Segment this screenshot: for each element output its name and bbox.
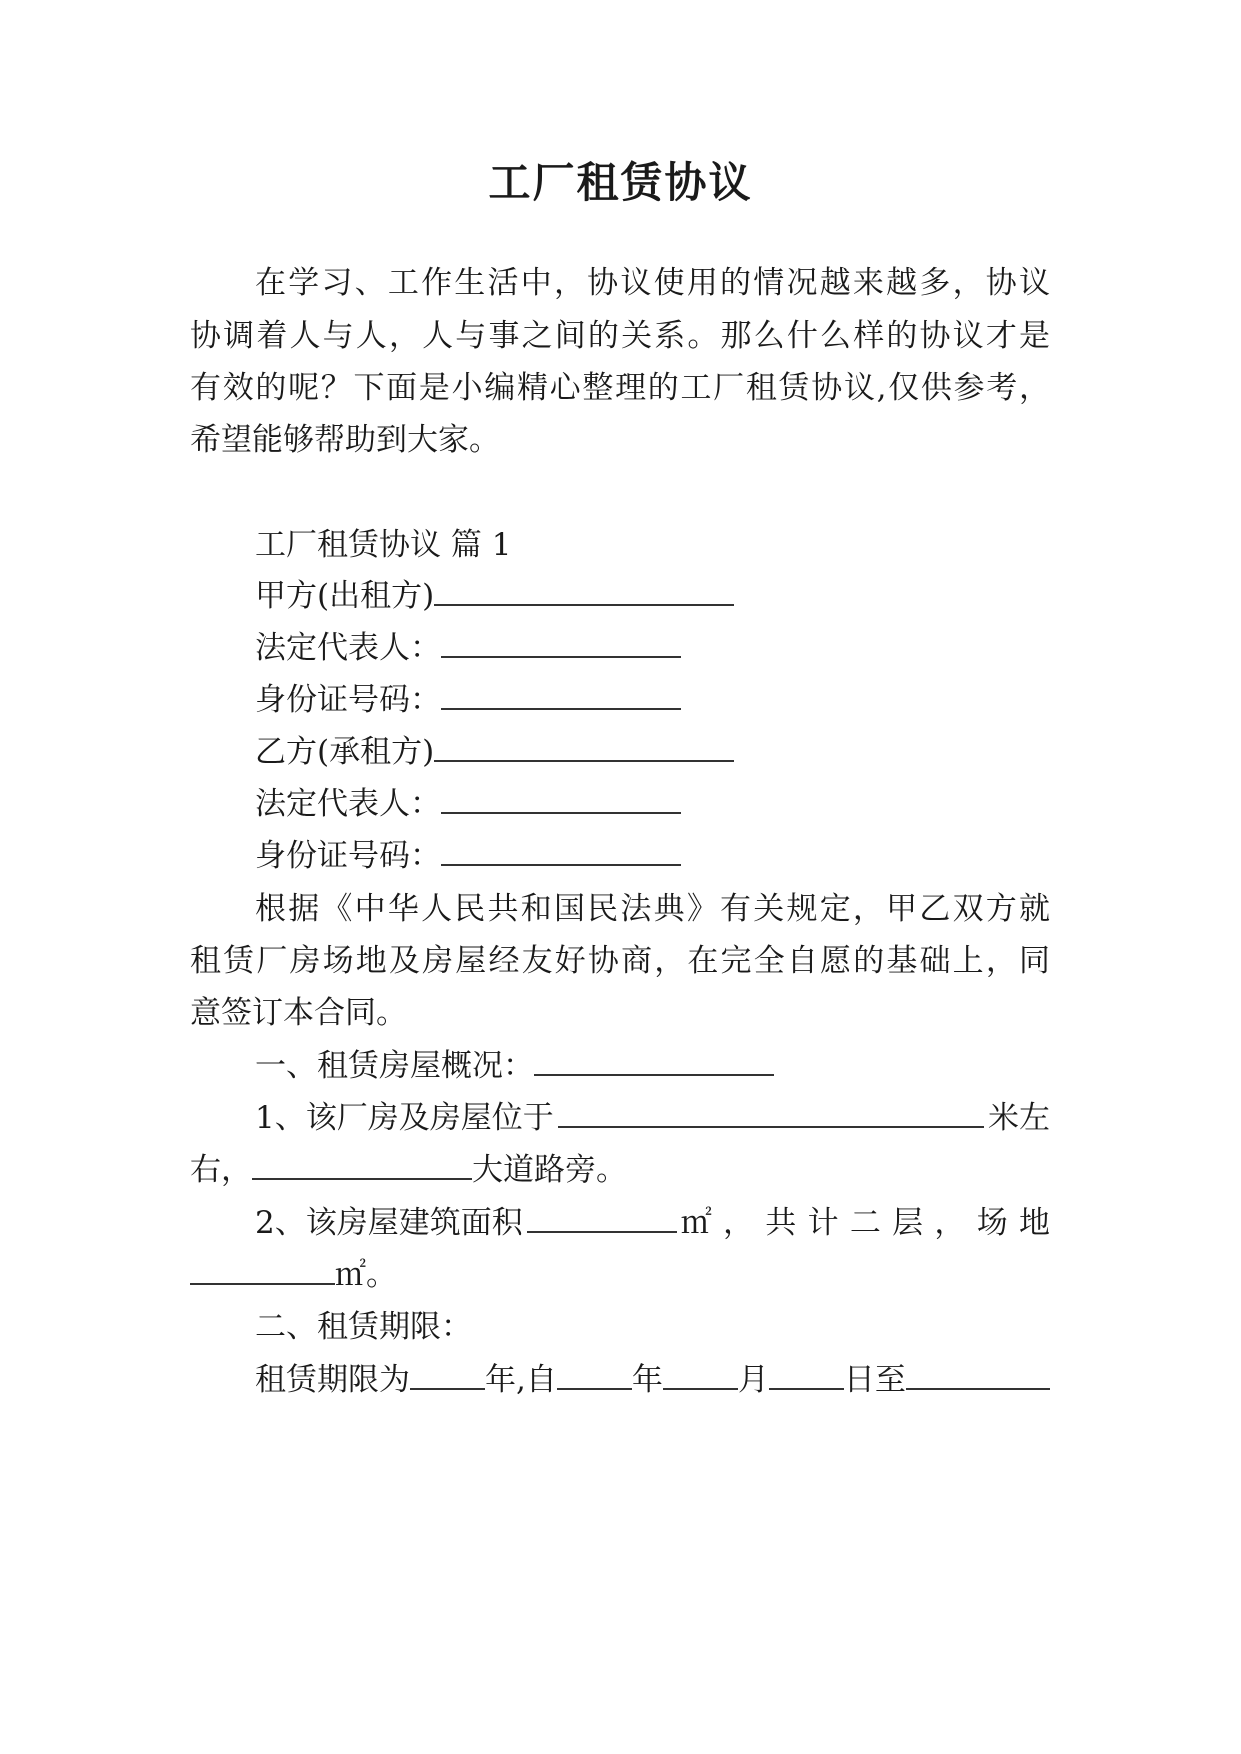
party-a-rep-blank[interactable] <box>441 626 681 658</box>
clause1-item1-road: 大道路旁。 <box>472 1152 627 1188</box>
start-year-blank[interactable] <box>557 1358 632 1390</box>
month-text: 月 <box>737 1362 769 1398</box>
party-a-rep-line <box>255 619 1050 677</box>
clause1-item1-text: 1、该厂房及房屋位于 <box>255 1100 554 1136</box>
intro-line: 协调着人与人，人与事之间的关系。那么什么样的协议才是 <box>190 318 1050 354</box>
document-title: 工厂租赁协议 <box>488 158 753 207</box>
site-area-blank[interactable] <box>190 1253 335 1285</box>
clause2-heading: 二、租赁期限： <box>255 1309 472 1345</box>
clause1-item1-cont-line <box>190 1141 1050 1199</box>
party-b-rep-line <box>255 775 1050 833</box>
period-text: 租赁期限为 <box>255 1362 410 1398</box>
years-blank[interactable] <box>410 1358 485 1390</box>
intro-line: 有效的呢？下面是小编精心整理的工厂租赁协议,仅供参考， <box>190 370 1050 406</box>
party-b-id-label: 身份证号码： <box>255 838 441 874</box>
clause1-blank[interactable] <box>534 1044 774 1076</box>
party-b-line <box>255 723 1050 781</box>
party-a-rep-label: 法定代表人： <box>255 630 441 666</box>
basis-line: 意签订本合同。 <box>190 995 407 1031</box>
party-a-id-line <box>255 671 1050 729</box>
clause1-item1-right: 右， <box>190 1152 252 1188</box>
intro-line: 在学习、工作生活中，协议使用的情况越来越多，协议 <box>255 265 1050 301</box>
start-day-blank[interactable] <box>769 1358 844 1390</box>
party-b-blank[interactable] <box>434 730 734 762</box>
clause1-heading: 一、租赁房屋概况： <box>255 1048 534 1084</box>
basis-line: 租赁厂房场地及房屋经友好协商，在完全自愿的基础上，同 <box>190 943 1050 979</box>
party-b-rep-blank[interactable] <box>441 782 681 814</box>
end-year-blank[interactable] <box>906 1358 1050 1390</box>
clause1-item2-unit: ㎡。 <box>335 1257 397 1293</box>
period-from-text: 年,自 <box>485 1362 557 1398</box>
clause1-item1-unit: 米左 <box>988 1100 1050 1136</box>
party-b-label: 乙方(承租方) <box>255 734 435 770</box>
intro-line: 希望能够帮助到大家。 <box>190 422 500 458</box>
clause1-item2-line <box>255 1194 1050 1252</box>
party-b-rep-label: 法定代表人： <box>255 786 441 822</box>
year-text: 年 <box>631 1362 663 1398</box>
party-b-id-line <box>255 827 1050 885</box>
clause1-heading-line <box>255 1037 1050 1095</box>
clause1-item2-cont-line <box>190 1246 1050 1304</box>
location-blank[interactable] <box>558 1096 984 1128</box>
day-to-text: 日至 <box>843 1362 906 1398</box>
basis-line: 根据《中华人民共和国民法典》有关规定，甲乙双方就 <box>255 891 1050 927</box>
party-a-id-label: 身份证号码： <box>255 682 441 718</box>
party-a-label: 甲方(出租方) <box>255 578 435 614</box>
party-a-blank[interactable] <box>434 574 734 606</box>
party-b-id-blank[interactable] <box>441 834 681 866</box>
road-blank[interactable] <box>252 1148 472 1180</box>
party-a-line <box>255 567 1050 625</box>
clause1-item2-text: 2、该房屋建筑面积 <box>255 1205 523 1241</box>
start-month-blank[interactable] <box>663 1358 738 1390</box>
building-area-blank[interactable] <box>527 1201 677 1233</box>
party-a-id-blank[interactable] <box>441 678 681 710</box>
section-heading: 工厂租赁协议 篇 1 <box>255 527 512 563</box>
clause1-item2-floors: ㎡，共计二层，场地 <box>680 1205 1050 1241</box>
clause1-item1-line <box>255 1089 1050 1147</box>
clause2-period-line <box>255 1351 1050 1409</box>
